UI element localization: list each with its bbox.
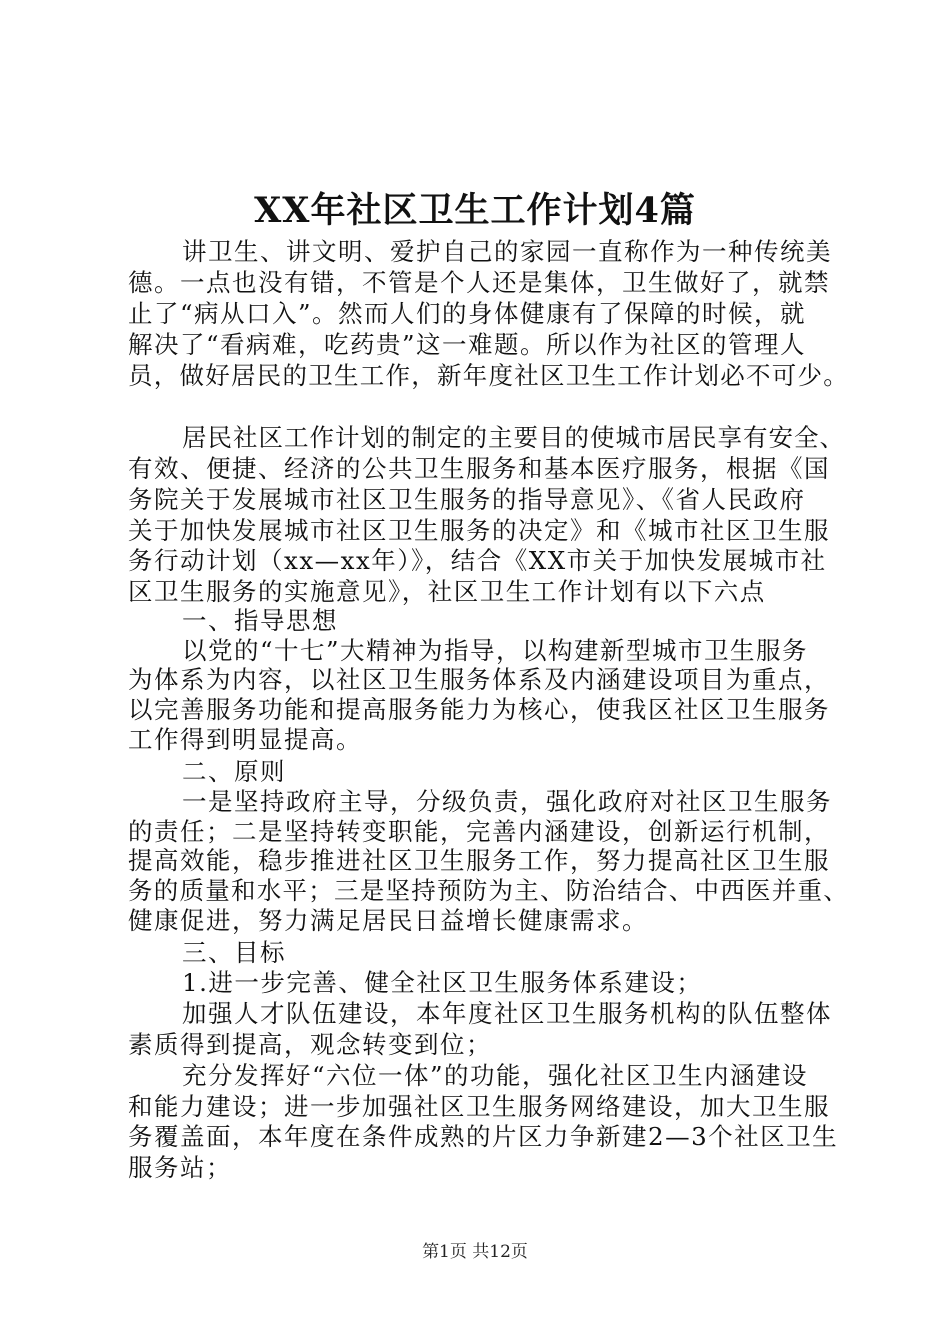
text-line: 以党的“十七”大精神为指导，以构建新型城市卫生服务: [182, 636, 809, 665]
text-line: 素质得到提高，观念转变到位；: [128, 1030, 492, 1059]
text-line: 止了“病从口入”。然而人们的身体健康有了保障的时候，就: [128, 299, 807, 328]
text-line: 提高效能，稳步推进社区卫生服务工作，努力提高社区卫生服: [128, 846, 830, 875]
document-title: XX年社区卫生工作计划4篇: [254, 190, 696, 231]
text-line: 1.进一步完善、健全社区卫生服务体系建设；: [182, 968, 703, 997]
text-line: 讲卫生、讲文明、爱护自己的家园一直称作为一种传统美: [182, 237, 832, 266]
text-line: 以完善服务功能和提高服务能力为核心，使我区社区卫生服务: [128, 695, 830, 724]
text-line: 务行动计划（xx—xx年）》，结合《XX市关于加快发展城市社: [128, 546, 827, 575]
text-line: 务覆盖面，本年度在条件成熟的片区力争新建2—3个社区卫生: [128, 1122, 839, 1151]
text-line: 一是坚持政府主导，分级负责，强化政府对社区卫生服务: [182, 787, 832, 816]
text-line: 工作得到明显提高。: [128, 725, 362, 754]
page-number-footer: 第1页 共12页: [422, 1242, 528, 1262]
text-line: 充分发挥好“六位一体”的功能，强化社区卫生内涵建设: [182, 1061, 809, 1090]
text-line: 和能力建设；进一步加强社区卫生服务网络建设，加大卫生服: [128, 1092, 830, 1121]
section-heading: 一、指导思想: [182, 606, 338, 635]
text-line: 解决了“看病难，吃药贵”这一难题。所以作为社区的管理人: [128, 330, 807, 359]
text-line: 服务站；: [128, 1153, 232, 1182]
text-line: 加强人才队伍建设，本年度社区卫生服务机构的队伍整体: [182, 999, 832, 1028]
text-line: 关于加快发展城市社区卫生服务的决定》和《城市社区卫生服: [128, 516, 830, 545]
text-line: 为体系为内容，以社区卫生服务体系及内涵建设项目为重点，: [128, 665, 830, 694]
section-heading: 二、原则: [182, 757, 286, 786]
text-line: 居民社区工作计划的制定的主要目的使城市居民享有安全、: [182, 423, 845, 452]
text-line: 务的质量和水平；三是坚持预防为主、防治结合、中西医并重、: [128, 876, 849, 905]
text-line: 健康促进，努力满足居民日益增长健康需求。: [128, 906, 648, 935]
text-line: 区卫生服务的实施意见》，社区卫生工作计划有以下六点: [128, 577, 766, 606]
text-line: 务院关于发展城市社区卫生服务的指导意见》、《省人民政府: [128, 485, 806, 514]
text-line: 的责任；二是坚持转变职能，完善内涵建设，创新运行机制，: [128, 817, 830, 846]
text-line: 员，做好居民的卫生工作，新年度社区卫生工作计划必不可少。: [128, 361, 849, 390]
text-line: 德。一点也没有错，不管是个人还是集体，卫生做好了，就禁: [128, 268, 830, 297]
text-line: 有效、便捷、经济的公共卫生服务和基本医疗服务，根据《国: [128, 454, 830, 483]
section-heading: 三、目标: [182, 938, 286, 967]
